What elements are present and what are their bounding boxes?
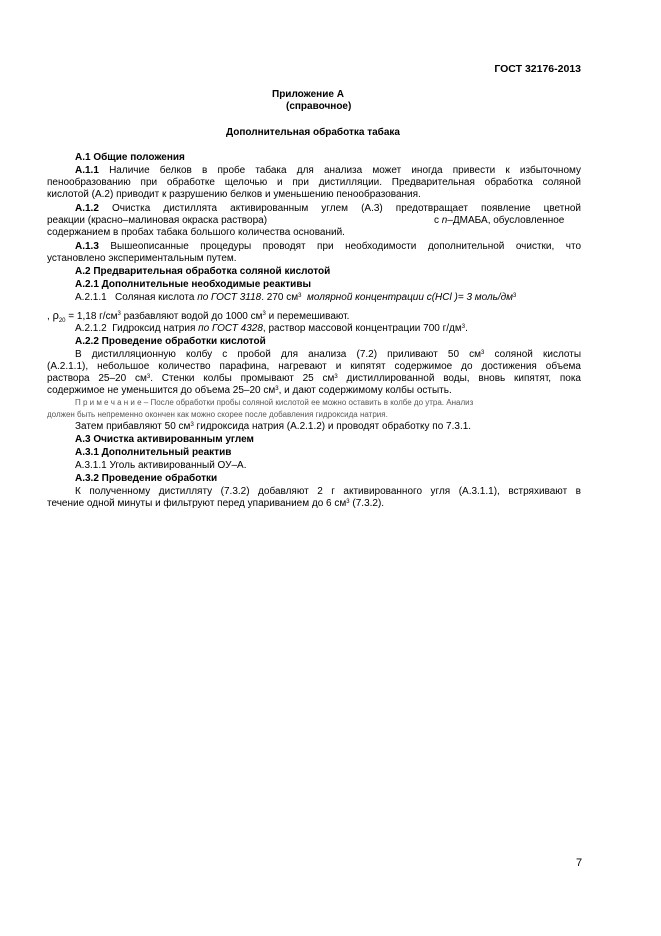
paragraph-a22-line1: В дистилляционную колбу с пробой для анализа (7.2) приливают 50 $см^3$ соляной кислоты — [75, 349, 582, 360]
appendix-heading: Дополнительная обработка табака — [226, 127, 400, 138]
paragraph-then: Затем прибавляют 50 $см^3$ гидроксида натрия (А.2.1.2) и проводят обработку по 7.3.1. — [75, 421, 472, 432]
clause-number: А.1.2 — [75, 203, 99, 214]
paragraph-text: реакции (красно–малиновая окраска раствора) — [47, 215, 268, 226]
paragraph-text: Наличие белков в пробе табака для анализа может иногда привести к избыточному — [109, 165, 581, 176]
appendix-title: Приложение А — [272, 89, 344, 100]
paragraph-a311: А.3.1.1 Уголь активированный ОУ–А. — [75, 460, 247, 471]
note-line1: П р и м е ч а н и е – После обработки пробы соляной кислотой ее можно оставить в колбе до утра. Анализ — [75, 398, 474, 407]
note-line2: должен быть непременно окончен как можно скорее после добавления гидроксида натрия. — [47, 410, 388, 419]
paragraph-a11-line2: пенообразованию при обработке щелочью и при дистилляции. Предварительная обработка соляной — [47, 177, 581, 188]
paragraph-a12-line2 — [47, 215, 581, 227]
section-a32-title: А.3.2 Проведение обработки — [75, 473, 218, 484]
section-a22-title: А.2.2 Проведение обработки кислотой — [75, 336, 266, 347]
paragraph-a22-line3: раствора 25–20 $см^3$. Стенки колбы промывают 25 $см^3$ дистиллированной воды, вновь кипятят, пока — [47, 373, 581, 384]
paragraph-a11-line3: кислотой (А.2) приводит к разрушению белков и уменьшению пенообразования. — [47, 189, 421, 200]
paragraph-a32-line2: течение одной минуты и фильтруют перед упариванием до 6 $см^3$ (7.3.2). — [47, 498, 385, 509]
section-a1-title: А.1 Общие положения — [75, 152, 185, 163]
paragraph-a13-line1 — [75, 241, 581, 253]
paragraph-a12-line1 — [75, 203, 581, 215]
paragraph-a22-line4: содержимое не уменьшится до объема 25–20 $см^3$, и дают содержимому колбы остыть. — [47, 385, 452, 396]
page-number: 7 — [576, 857, 583, 869]
paragraph-a212: А.2.1.2 Гидроксид натрия по ГОСТ 4328, раствор массовой концентрации 700 $г/дм^3$. — [75, 323, 468, 334]
appendix-type: (справочное) — [286, 101, 352, 112]
paragraph-text-right: с n–ДМАБА, обусловленное — [434, 215, 565, 226]
paragraph-text: Очистка дистиллята активированным углем (А.3) предотвращает появление цветной — [111, 203, 581, 214]
paragraph-a211-line1: А.2.1.1 Соляная кислота по ГОСТ 3118. 270 $см^3$ молярной концентрации c(HCl )= 3 моль/$дм^3$ — [75, 292, 517, 303]
section-a21-title: А.2.1 Дополнительные необходимые реактивы — [75, 279, 312, 290]
paragraph-a32-line1: К полученному дистилляту (7.3.2) добавляют 2 г активированного угля (А.3.1.1), встряхивают в — [75, 486, 581, 497]
paragraph-a12-line3: содержанием в пробах табака большого количества оснований. — [47, 227, 345, 238]
section-a3-title: А.3 Очистка активированным углем — [75, 434, 254, 445]
section-a2-title: А.2 Предварительная обработка соляной кислотой — [75, 266, 331, 277]
clause-number: А.1.3 — [75, 241, 99, 252]
paragraph-a211-line2: , $\rho_{20} = 1,18$ $г/см^3$ разбавляют водой до 1000 $см^3$ и перемешивают. — [47, 310, 350, 324]
paragraph-text: Вышеописанные процедуры проводят при необходимости дополнительной очистки, что — [110, 241, 582, 252]
paragraph-a22-line2: (А.2.1.1), небольшое количество парафина, нагревают и кипятят содержимое до достижения объема — [47, 361, 581, 372]
paragraph-a13-line2: установлено экспериментальным путем. — [47, 253, 237, 264]
clause-number: А.1.1 — [75, 165, 99, 176]
section-a31-title: А.3.1 Дополнительный реактив — [75, 447, 232, 458]
standard-number: ГОСТ 32176-2013 — [494, 63, 581, 75]
paragraph-a11-line1 — [75, 165, 581, 177]
